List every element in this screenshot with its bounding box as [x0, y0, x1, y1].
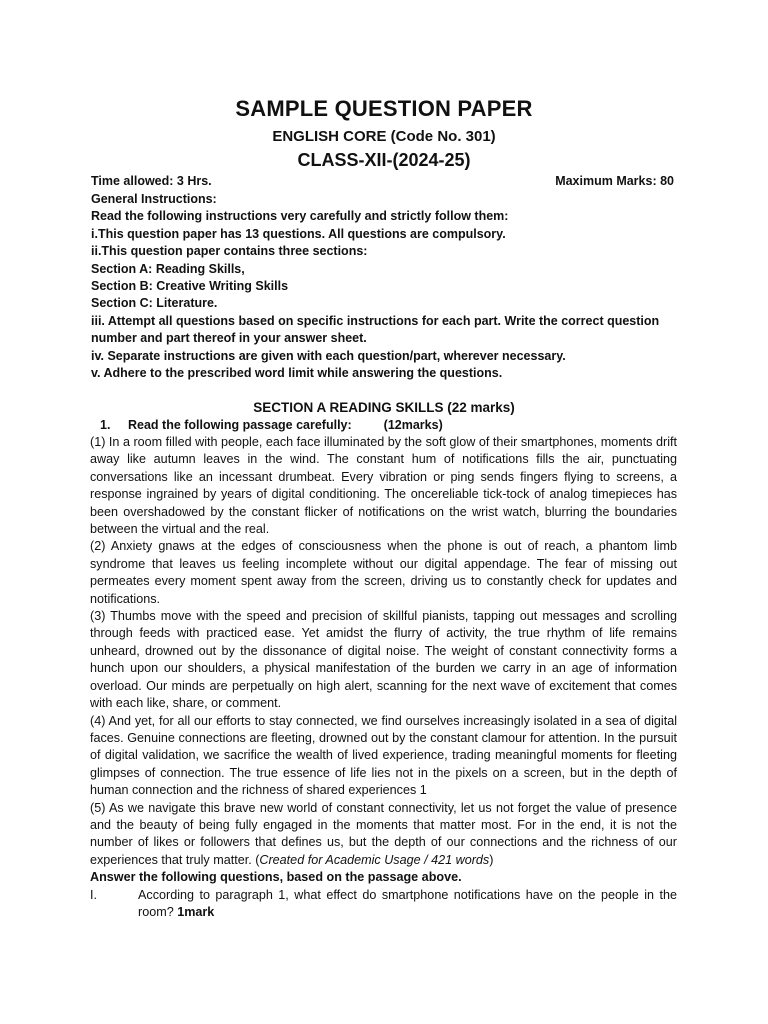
sub-question-body: According to paragraph 1, what effect do smartphone notifications have on the people in the room? [138, 887, 677, 919]
passage-paragraph: (2) Anxiety gnaws at the edges of consciousness when the phone is out of reach, a phantom limb syndrome that leaves us feeling incomplete without our digital appendage. The fear of missing out permeates every moment spent away from the screen, driving us to constantly check for updates and notifications. [90, 539, 677, 606]
passage-paragraph [90, 800, 677, 870]
instruction-line: i.This question paper has 13 questions. All questions are compulsory. [91, 226, 506, 241]
sub-question-i [90, 887, 677, 922]
time-allowed: Time allowed: 3 Hrs. [91, 174, 212, 188]
exam-meta [91, 174, 674, 188]
instruction-line: v. Adhere to the prescribed word limit while answering the questions. [91, 366, 503, 381]
general-instructions [91, 191, 691, 382]
maximum-marks: Maximum Marks: 80 [555, 174, 674, 188]
instruction-line: iii. Attempt all questions based on specific instructions for each part. Write the correct question number and part thereof in your answer sheet. [91, 313, 660, 346]
reading-passage [90, 434, 677, 921]
instruction-line: Section C: Literature. [91, 296, 218, 311]
paragraph-text: (5) As we navigate this brave new world of constant connectivity, let us not forget the value of presence and the beauty of being fully engaged in the moments that matter most. For in the end, it is not the number of likes or followers that defines us, but the depth of our connections and the richness of our experiences that truly matter. ( [90, 800, 677, 867]
source-note: Created for Academic Usage / 421 words [259, 852, 490, 867]
instruction-line: iv. Separate instructions are given with each question/part, wherever necessary. [91, 348, 566, 363]
sub-question-text [138, 887, 677, 922]
passage-paragraph: (4) And yet, for all our efforts to stay connected, we find ourselves increasingly isolated in a sea of digital faces. Genuine connections are fleeting, drowned out by the constant clamour for attention. In the pursuit of digital validation, we sacrifice the wealth of lived experience, trading meaningful moments for fleeting glimpses of connection. The true essence of life lies not in the pixels on a screen, but in the depth of human connection and the richness of shared experiences 1 [90, 713, 677, 798]
question-text: Read the following passage carefully: [128, 418, 352, 432]
question-1-heading [100, 418, 443, 432]
instruction-line: Read the following instructions very carefully and strictly follow them: [91, 209, 509, 224]
answer-prompt: Answer the following questions, based on the passage above. [90, 870, 462, 885]
instruction-line: Section B: Creative Writing Skills [91, 279, 289, 294]
subject-code: ENGLISH CORE (Code No. 301) [272, 128, 496, 145]
passage-paragraph: (3) Thumbs move with the speed and precision of skillful pianists, tapping out messages and scrolling through feeds with practiced ease. Yet amidst the flurry of activity, the true rhythm of life remains unheard, drowned out by the dissonance of digital noise. The weight of constant connectivity forms a hunch upon our shoulders, a physical manifestation of the burden we carry in an age of information overload. Our minds are perpetually on high alert, scanning for the next wave of excitement that comes with each like, share, or comment. [90, 609, 677, 711]
passage-paragraph: (1) In a room filled with people, each face illuminated by the soft glow of their smartphones, moments drift away like autumn leaves in the wind. The constant hum of notifications fills the air, punctuating conversations like an incessant drumbeat. Every vibration or ping sends fingers flying to screens, a response ingrained by years of digital conditioning. The oncereliable tick-tock of analog timepieces has been overshadowed by the constant flicker of notifications on the wrist watch, blurring the boundaries between the virtual and the real. [90, 435, 677, 537]
section-a-heading: SECTION A READING SKILLS (22 marks) [253, 400, 515, 415]
source-note-close: ) [489, 852, 494, 867]
question-number: 1. [100, 418, 111, 432]
sub-question-number: I. [90, 887, 97, 902]
page-title: SAMPLE QUESTION PAPER [235, 96, 533, 121]
instruction-line: Section A: Reading Skills, [91, 261, 245, 276]
instruction-line: General Instructions: [91, 192, 217, 206]
sub-question-marks: 1mark [177, 904, 215, 919]
instruction-line: ii.This question paper contains three sections: [91, 244, 368, 259]
question-marks: (12marks) [383, 418, 443, 432]
class-year: CLASS-XII-(2024-25) [297, 150, 471, 170]
